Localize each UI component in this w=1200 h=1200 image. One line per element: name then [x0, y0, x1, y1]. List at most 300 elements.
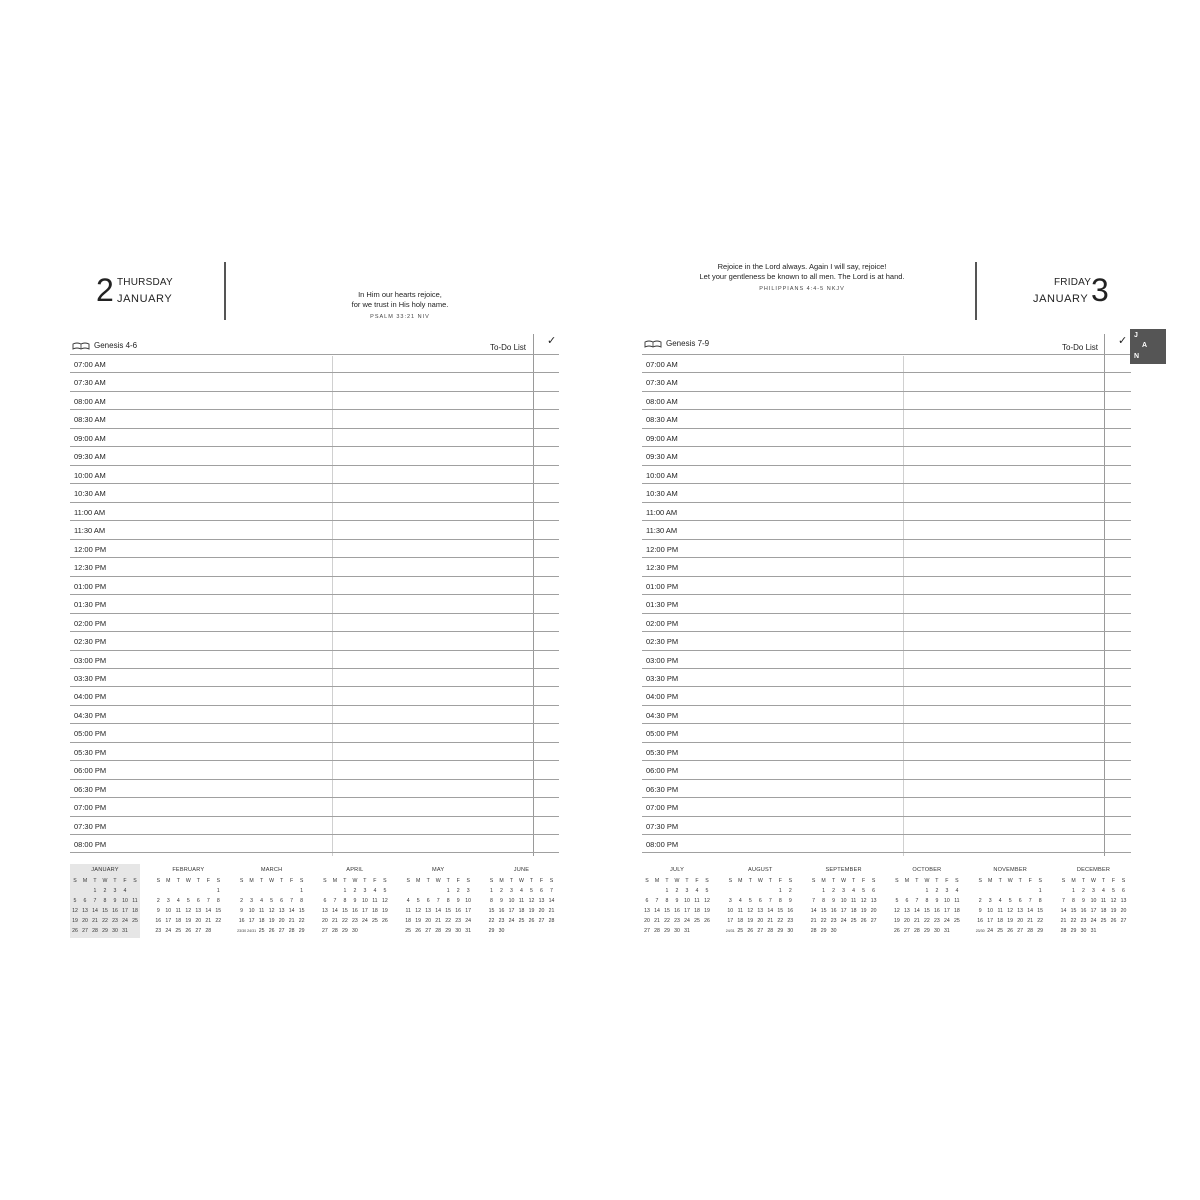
calendar-week-row	[975, 916, 1045, 926]
calendar-day: 6	[758, 898, 762, 904]
calendar-day: 1	[446, 888, 450, 894]
calendar-day: 2	[978, 898, 982, 904]
calendar-day: 18	[405, 918, 412, 924]
calendar-day: 29	[445, 928, 452, 934]
calendar-day: 2	[240, 898, 244, 904]
calendar-day: 19	[528, 908, 535, 914]
calendar-day: 23	[787, 918, 794, 924]
calendar-day: 8	[300, 898, 304, 904]
time-slot-row[interactable]	[70, 742, 559, 760]
time-slot-row[interactable]	[70, 816, 559, 834]
mini-calendar	[153, 864, 223, 938]
weekday-letter: F	[695, 878, 699, 884]
calendar-day: 11	[132, 898, 138, 904]
calendar-day: 28	[914, 928, 920, 934]
time-slot-row[interactable]	[642, 446, 1131, 464]
calendar-day: 12	[1007, 908, 1014, 914]
time-label: 06:30 PM	[646, 784, 679, 794]
time-slot-row[interactable]	[70, 520, 559, 538]
time-slot-row[interactable]	[642, 354, 1131, 372]
calendar-day: 21	[435, 918, 442, 924]
calendar-day: 18	[132, 908, 138, 914]
weekday-letter: T	[113, 878, 117, 884]
time-slot-row[interactable]	[642, 594, 1131, 612]
calendar-week-row	[642, 906, 712, 916]
time-label: 01:00 PM	[646, 581, 679, 591]
time-label: 05:30 PM	[646, 747, 679, 757]
calendar-day: 11	[954, 898, 960, 904]
calendar-day: 22	[215, 918, 222, 924]
calendar-week-row	[237, 886, 307, 896]
time-slot-row[interactable]	[70, 354, 559, 372]
calendar-day: 22	[298, 918, 305, 924]
calendar-day: 10	[362, 898, 368, 904]
time-slot-row[interactable]	[70, 631, 559, 649]
calendar-week-row	[70, 886, 140, 896]
weekday-letter: S	[383, 878, 387, 884]
time-label: 10:00 AM	[646, 470, 678, 480]
calendar-week-row	[153, 906, 223, 916]
calendar-day: 27	[757, 928, 764, 934]
calendar-day: 26	[382, 918, 388, 924]
calendar-day: 25	[850, 918, 857, 924]
day-number: 3	[1091, 272, 1109, 308]
weekday-letter: T	[426, 878, 430, 884]
calendar-week-row	[70, 926, 140, 936]
calendar-weekday-row	[486, 876, 556, 886]
weekday-letter: S	[1121, 878, 1126, 884]
calendar-day: 12	[1110, 898, 1117, 904]
calendar-day: 3	[1092, 888, 1095, 894]
calendar-day: 15	[445, 908, 452, 914]
calendar-day: 20	[195, 918, 202, 924]
calendar-day: 22	[777, 918, 784, 924]
calendar-day: 6	[540, 888, 543, 894]
weekday-letter: W	[185, 878, 191, 884]
day-number: 2	[96, 272, 114, 308]
time-label: 09:00 AM	[646, 433, 678, 443]
calendar-day: 28	[288, 928, 295, 934]
calendar-weekday-row	[320, 876, 390, 886]
time-slot-row[interactable]	[642, 483, 1131, 501]
calendar-day: 28	[548, 918, 555, 924]
calendar-day: 19	[415, 918, 422, 924]
calendar-day: 23	[674, 918, 680, 924]
time-slot-row[interactable]	[70, 760, 559, 778]
calendar-day: 19	[747, 918, 754, 924]
calendar-day: 9	[675, 898, 679, 904]
calendar-day: 1	[1072, 888, 1075, 894]
time-slot-row[interactable]	[642, 705, 1131, 723]
calendar-weekday-row	[403, 876, 473, 886]
calendar-day: 14	[1027, 908, 1034, 914]
calendar-day: 17	[727, 918, 734, 924]
calendar-day: 8	[103, 898, 107, 904]
calendar-day: 5	[1112, 888, 1115, 894]
calendar-week-row	[70, 906, 140, 916]
calendar-day: 10	[1090, 898, 1097, 904]
weekday-letter: W	[757, 878, 763, 884]
calendar-day: 22	[820, 918, 827, 924]
verse-reference: PHILIPPIANS 4:4-5 NKJV	[759, 286, 845, 292]
calendar-day: 7	[1028, 898, 1032, 904]
time-slot-row[interactable]	[70, 576, 559, 594]
weekday-letter: S	[299, 878, 304, 884]
weekday-letter: F	[290, 878, 294, 884]
time-slot-row[interactable]	[642, 631, 1131, 649]
weekday-letter: T	[176, 878, 180, 884]
calendar-day: 4	[695, 888, 699, 894]
calendar-week-row	[486, 926, 556, 936]
weekday-letter: T	[446, 878, 450, 884]
reading-text: Genesis 7-9	[666, 339, 710, 348]
calendar-day: 7	[812, 898, 816, 904]
time-slot-row[interactable]	[70, 483, 559, 501]
weekday-letter: W	[435, 878, 441, 884]
time-slot-row[interactable]	[642, 613, 1131, 631]
calendar-day: 28	[1060, 928, 1067, 934]
calendar-day: 22	[342, 918, 348, 924]
month-tab[interactable]	[1130, 329, 1166, 364]
schedule-grid	[642, 324, 1132, 850]
calendar-day: 11	[850, 898, 857, 904]
calendar-day: 12	[268, 908, 275, 914]
calendar-day: 7	[290, 898, 294, 904]
calendar-day: 7	[655, 898, 659, 904]
calendar-day: 1	[778, 888, 782, 894]
weekday-letter: F	[862, 878, 866, 884]
calendar-day: 2	[500, 888, 503, 894]
time-slot-row[interactable]	[642, 650, 1131, 668]
time-label: 08:30 AM	[74, 415, 106, 425]
calendar-day: 2	[832, 888, 836, 894]
calendar-day: 10	[684, 898, 690, 904]
calendar-day: 14	[810, 908, 817, 914]
verse-line: for we trust in His holy name.	[351, 300, 449, 309]
time-slot-row[interactable]	[642, 372, 1131, 390]
weekday-letter: F	[123, 878, 127, 884]
weekday-letter: S	[73, 878, 77, 884]
calendar-day: 19	[382, 908, 388, 914]
calendar-day: 28	[205, 928, 212, 934]
time-slot-row[interactable]	[642, 409, 1131, 427]
calendar-day: 29	[342, 928, 348, 934]
calendar-day: 5	[862, 888, 866, 894]
calendar-day: 26	[415, 928, 422, 934]
calendar-day: 4	[520, 888, 523, 894]
calendar-week-row	[892, 916, 962, 926]
calendar-day: 13	[82, 908, 88, 914]
time-slot-row[interactable]	[70, 705, 559, 723]
calendar-day: 22	[1037, 918, 1044, 924]
time-slot-row[interactable]	[642, 465, 1131, 483]
mini-calendar	[320, 864, 390, 938]
calendar-week-row	[1058, 926, 1128, 936]
mini-calendar	[809, 864, 879, 936]
calendar-day: 3	[945, 888, 949, 894]
weekday-letter: T	[998, 878, 1002, 884]
calendar-day: 8	[778, 898, 782, 904]
time-slot-row[interactable]	[642, 779, 1131, 797]
calendar-day: 15	[298, 908, 305, 914]
time-label: 10:30 AM	[646, 489, 678, 499]
weekday-letter: T	[196, 878, 200, 884]
time-slot-row[interactable]	[642, 742, 1131, 760]
calendar-day: 9	[156, 908, 160, 914]
time-slot-row[interactable]	[70, 372, 559, 390]
calendar-day: 9	[456, 898, 460, 904]
weekday-letter: T	[748, 878, 752, 884]
time-label: 02:30 PM	[646, 637, 679, 647]
time-slot-row[interactable]	[70, 686, 559, 704]
time-slot-row[interactable]	[642, 391, 1131, 409]
weekday-letter: M	[166, 878, 171, 884]
time-label: 12:00 PM	[646, 544, 679, 554]
weekday-letter: W	[102, 878, 108, 884]
time-slot-row[interactable]	[642, 686, 1131, 704]
calendar-day: 9	[935, 898, 939, 904]
time-slot-row[interactable]	[70, 391, 559, 409]
calendar-day: 1	[216, 888, 220, 894]
calendar-day: 27	[904, 928, 910, 934]
time-slot-row[interactable]	[70, 465, 559, 483]
calendar-day: 22	[664, 918, 670, 924]
month-label: JANUARY	[117, 293, 173, 305]
mini-calendar	[975, 864, 1045, 936]
calendar-day: 24	[362, 918, 368, 924]
time-label: 07:00 AM	[74, 360, 106, 369]
calendar-day: 14	[435, 908, 442, 914]
time-slot-row[interactable]	[642, 520, 1131, 538]
mini-calendars-h2	[642, 864, 1132, 936]
time-slot-row[interactable]	[642, 428, 1131, 446]
calendar-day: 22	[445, 918, 452, 924]
weekday-letter: T	[260, 878, 264, 884]
calendar-day: 28	[767, 928, 774, 934]
calendar-day: 14	[92, 908, 98, 914]
time-slot-row[interactable]	[642, 502, 1131, 520]
calendar-day: 15	[488, 908, 495, 914]
tab-letter: J	[1134, 332, 1138, 339]
calendar-day: 28	[92, 928, 98, 934]
calendar-day: 24/31	[247, 929, 257, 933]
calendar-week-row	[153, 926, 223, 936]
month-label: JANUARY	[1033, 293, 1089, 305]
calendar-day: 21	[654, 918, 660, 924]
calendar-week-row	[725, 916, 795, 926]
calendar-day: 26	[860, 918, 867, 924]
calendar-day: 14	[654, 908, 660, 914]
calendar-day: 6	[426, 898, 430, 904]
time-slot-row[interactable]	[642, 834, 1131, 852]
time-slot-row[interactable]	[642, 723, 1131, 741]
calendar-day: 4	[1102, 888, 1105, 894]
time-slot-row[interactable]	[70, 723, 559, 741]
time-slot-row[interactable]	[70, 613, 559, 631]
calendar-day: 24	[465, 918, 472, 924]
calendar-week-row	[1058, 896, 1128, 906]
calendar-week-row	[237, 926, 307, 936]
calendar-day: 26	[747, 928, 754, 934]
weekday-letter: W	[519, 878, 524, 884]
weekday-letter: T	[832, 878, 836, 884]
time-slot-row[interactable]	[642, 760, 1131, 778]
time-slot-row[interactable]	[70, 834, 559, 852]
calendar-day: 13	[1017, 908, 1024, 914]
calendar-day: 31	[1090, 928, 1097, 934]
calendar-month-name: JULY	[669, 867, 685, 873]
weekday-letter: S	[788, 878, 793, 884]
weekday-letter: F	[945, 878, 949, 884]
weekday-letter: W	[1007, 878, 1013, 884]
calendar-day: 4	[852, 888, 856, 894]
calendar-day: 15	[1037, 908, 1044, 914]
calendar-day: 6	[196, 898, 200, 904]
time-slot-row[interactable]	[642, 797, 1131, 815]
calendar-day: 27	[82, 928, 88, 934]
calendar-day: 3	[250, 898, 254, 904]
calendar-week-row	[975, 896, 1045, 906]
header-divider	[224, 262, 226, 320]
time-slot-row[interactable]	[642, 816, 1131, 834]
calendar-day: 20	[425, 918, 432, 924]
weekday-letter: S	[216, 878, 221, 884]
calendar-day: 25	[175, 928, 182, 934]
calendar-day: 8	[665, 898, 669, 904]
calendar-day: 5	[270, 898, 274, 904]
calendar-day: 8	[490, 898, 493, 904]
calendar-day: 24	[122, 918, 128, 924]
weekday-letter: T	[685, 878, 689, 884]
time-label: 08:00 AM	[74, 396, 106, 406]
calendar-day: 8	[1038, 898, 1042, 904]
weekday-letter: S	[811, 878, 816, 884]
calendar-day: 9	[788, 898, 792, 904]
calendar-day: 6	[280, 898, 284, 904]
time-label: 07:30 PM	[74, 821, 107, 831]
todo-list-label: To-Do List	[1062, 343, 1099, 352]
weekday-letter: W	[1091, 878, 1096, 884]
calendar-day: 3	[842, 888, 846, 894]
calendar-day: 22	[1070, 918, 1077, 924]
time-slot-row[interactable]	[642, 668, 1131, 686]
calendar-day: 21	[548, 908, 555, 914]
verse-block	[250, 290, 550, 322]
time-slot-row[interactable]	[70, 779, 559, 797]
calendar-week-row	[975, 906, 1045, 916]
calendar-month-name: JUNE	[513, 867, 530, 873]
calendar-week-row	[70, 916, 140, 926]
weekday-letter: T	[665, 878, 669, 884]
calendar-day: 15	[664, 908, 670, 914]
calendar-week-row	[809, 906, 879, 916]
calendar-day: 31	[944, 928, 950, 934]
calendar-day: 29	[820, 928, 827, 934]
todo-list-label: To-Do List	[490, 343, 527, 352]
time-slot-row[interactable]	[642, 557, 1131, 575]
weekday-letter: T	[343, 878, 347, 884]
calendar-day: 11	[518, 898, 525, 904]
time-slot-row[interactable]	[70, 650, 559, 668]
calendar-day: 9	[978, 908, 982, 914]
calendar-day: 14	[1060, 908, 1067, 914]
calendar-day: 12	[747, 908, 754, 914]
calendar-day: 5	[383, 888, 387, 894]
time-slot-row[interactable]	[70, 446, 559, 464]
calendar-week-row	[153, 886, 223, 896]
time-slot-row[interactable]	[70, 409, 559, 427]
time-slot-row[interactable]	[70, 668, 559, 686]
calendar-day: 6	[645, 898, 649, 904]
calendar-day: 12	[185, 908, 192, 914]
calendar-day: 23	[352, 918, 358, 924]
calendar-day: 20	[870, 908, 877, 914]
calendar-day: 17	[987, 918, 994, 924]
calendar-day: 27	[870, 918, 877, 924]
time-slot-row[interactable]	[70, 557, 559, 575]
time-label: 02:00 PM	[646, 618, 679, 628]
calendar-day: 21	[92, 918, 98, 924]
calendar-day: 19	[268, 918, 275, 924]
calendar-week-row	[320, 886, 390, 896]
weekday-letter: T	[1018, 878, 1022, 884]
calendar-day: 11	[737, 908, 743, 914]
calendar-week-row	[237, 896, 307, 906]
calendar-day: 7	[1062, 898, 1065, 904]
calendar-day: 8	[1072, 898, 1075, 904]
calendar-day: 9	[832, 898, 836, 904]
calendar-day: 14	[288, 908, 295, 914]
weekday-letter: F	[539, 878, 544, 884]
calendar-day: 11	[694, 898, 700, 904]
calendar-day: 4	[176, 898, 180, 904]
calendar-day: 27	[195, 928, 202, 934]
weekday-letter: M	[738, 878, 743, 884]
time-label: 09:30 AM	[646, 452, 678, 462]
calendar-day: 1	[343, 888, 347, 894]
time-slot-row[interactable]	[70, 428, 559, 446]
calendar-day: 14	[914, 908, 920, 914]
calendar-week-row	[153, 896, 223, 906]
calendar-day: 3	[363, 888, 367, 894]
verse-reference: PSALM 33:21 NIV	[370, 314, 430, 320]
calendar-day: 3	[510, 888, 513, 894]
time-slot-row[interactable]	[70, 594, 559, 612]
time-label: 07:00 AM	[646, 360, 678, 369]
time-label: 05:00 PM	[646, 729, 679, 739]
calendar-day: 31	[684, 928, 690, 934]
calendar-week-row	[403, 886, 473, 896]
calendar-weekday-row	[642, 876, 712, 886]
time-slot-row[interactable]	[70, 797, 559, 815]
time-slot-row[interactable]	[70, 539, 559, 557]
calendar-day: 1	[665, 888, 669, 894]
time-label: 06:00 PM	[646, 766, 679, 776]
time-slot-row[interactable]	[642, 539, 1131, 557]
calendar-day: 23	[1080, 918, 1087, 924]
calendar-day: 9	[113, 898, 117, 904]
calendar-day: 29	[1070, 928, 1077, 934]
weekday-letter: F	[1028, 878, 1032, 884]
calendar-day: 7	[436, 898, 440, 904]
calendar-day: 13	[644, 908, 650, 914]
calendar-day: 26	[1007, 928, 1014, 934]
calendar-week-row	[486, 886, 556, 896]
time-slot-row[interactable]	[642, 576, 1131, 594]
calendar-day: 4	[406, 898, 410, 904]
time-slot-row[interactable]	[70, 502, 559, 520]
time-label: 12:00 PM	[74, 544, 107, 554]
